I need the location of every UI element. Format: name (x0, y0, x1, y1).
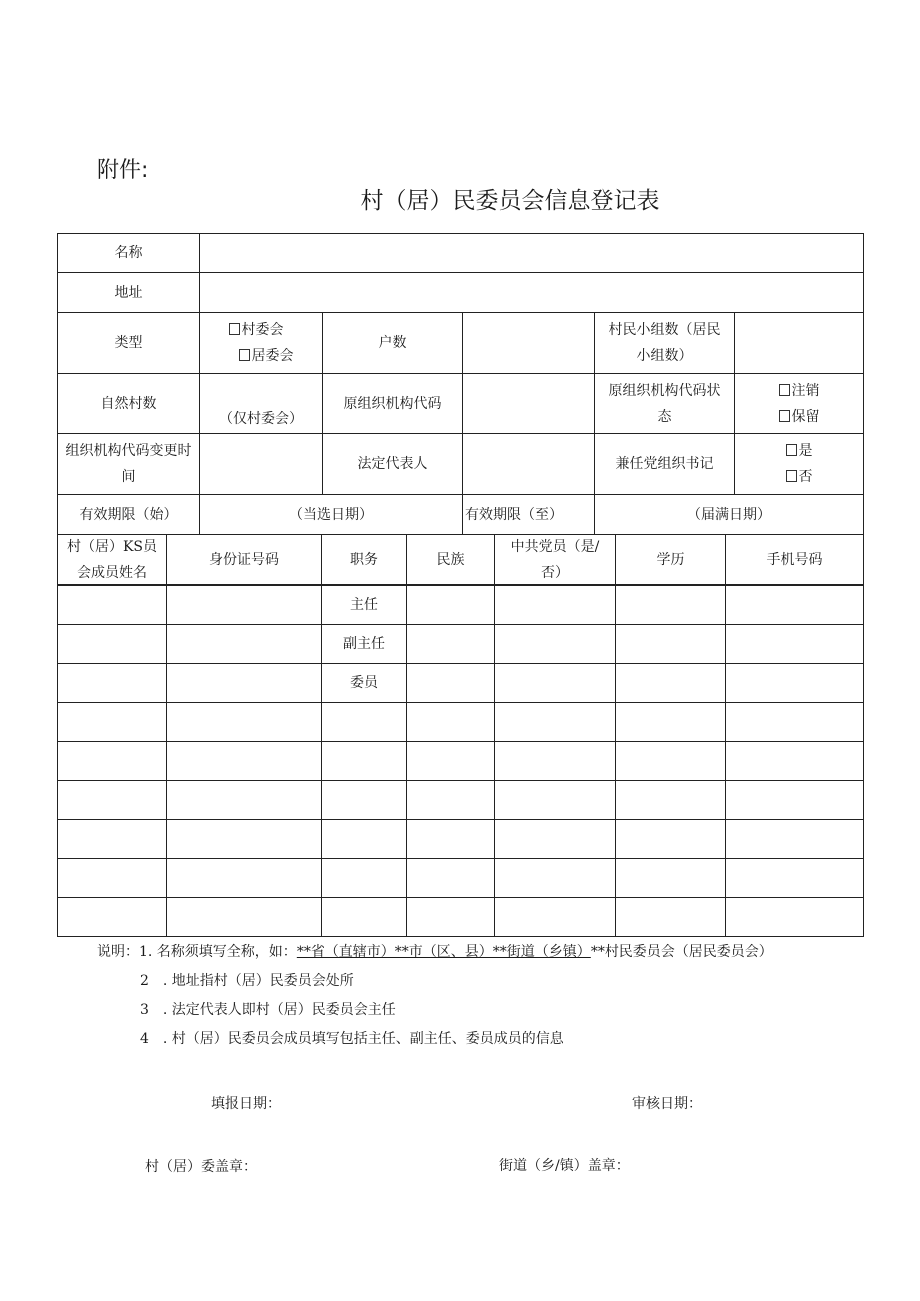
groups-label-line2: 小组数） (636, 348, 693, 364)
id-header: 身份证号码 (167, 535, 322, 584)
address-label: 地址 (58, 273, 200, 312)
party-cell[interactable] (495, 820, 616, 858)
note-1-example: **省（直辖市）**市（区、县）**街道（乡镇） (296, 944, 591, 960)
party-header-line2: 否） (541, 564, 569, 581)
position-cell[interactable] (322, 898, 407, 936)
groups-label (595, 313, 735, 373)
id-cell[interactable] (167, 781, 322, 819)
note-2: 2 . 地址指村（居）民委员会处所 (140, 973, 354, 989)
education-cell[interactable] (616, 625, 726, 663)
member-name-cell[interactable] (58, 703, 167, 741)
orig-code-status-options (735, 374, 863, 433)
ethnicity-cell[interactable] (407, 781, 495, 819)
type-row (58, 313, 863, 374)
code-change-row (58, 434, 863, 495)
phone-cell[interactable] (726, 586, 863, 624)
education-cell[interactable] (616, 703, 726, 741)
phone-cell[interactable] (726, 820, 863, 858)
address-row (58, 273, 863, 313)
member-name-header (58, 535, 167, 584)
position-cell[interactable] (322, 859, 407, 897)
phone-header: 手机号码 (766, 551, 823, 568)
member-row (58, 858, 863, 897)
members-header-row (58, 535, 863, 585)
member-name-cell[interactable] (58, 898, 167, 936)
fill-date-label: 填报日期： (211, 1096, 281, 1112)
ethnicity-cell[interactable] (407, 859, 495, 897)
valid-to-value: （届满日期） (687, 506, 771, 523)
note-4: 4 . 村（居）民委员会成员填写包括主任、副主任、委员成员的信息 (140, 1031, 564, 1047)
education-cell[interactable] (616, 898, 726, 936)
orig-code-label: 原组织机构代码 (323, 374, 463, 433)
phone-cell[interactable] (726, 703, 863, 741)
phone-cell[interactable] (726, 781, 863, 819)
member-rows (58, 585, 863, 936)
code-change-line2: 间 (121, 469, 136, 485)
id-cell[interactable] (167, 820, 322, 858)
street-seal-label: 街道（乡/镇）盖章： (499, 1158, 630, 1174)
member-row (58, 819, 863, 858)
phone-cell[interactable] (726, 625, 863, 663)
households-field[interactable] (463, 313, 595, 373)
name-row (58, 234, 863, 273)
member-name-header-line2: 会成员姓名 (77, 564, 147, 581)
note-1 (97, 938, 773, 967)
checkbox-icon[interactable] (786, 470, 797, 482)
natural-villages-field[interactable] (200, 374, 323, 433)
education-cell[interactable] (616, 664, 726, 702)
member-name-cell[interactable] (58, 781, 167, 819)
member-row (58, 702, 863, 741)
status-option-retain[interactable]: 保留 (779, 404, 820, 430)
member-row (58, 663, 863, 702)
ethnicity-header: 民族 (407, 535, 495, 584)
checkbox-icon[interactable] (779, 384, 790, 396)
valid-from-label: 有效期限（始） (58, 495, 200, 534)
valid-to-field[interactable] (595, 495, 863, 534)
natural-villages-row (58, 374, 863, 434)
name-label: 名称 (58, 234, 200, 272)
id-cell[interactable] (167, 586, 322, 624)
party-header (495, 535, 616, 584)
party-cell[interactable] (495, 625, 616, 663)
valid-to-label: 有效期限（至） (463, 495, 595, 534)
orig-code-field[interactable] (463, 374, 595, 433)
party-cell[interactable] (495, 742, 616, 780)
code-change-line1: 组织机构代码变更时 (65, 443, 192, 459)
option-no[interactable]: 否 (786, 464, 813, 490)
id-cell[interactable] (167, 742, 322, 780)
code-change-label (58, 434, 200, 494)
type-label: 类型 (58, 313, 200, 373)
ethnicity-cell[interactable] (407, 703, 495, 741)
position-header: 职务 (322, 535, 407, 584)
party-cell[interactable] (495, 703, 616, 741)
education-cell[interactable] (616, 586, 726, 624)
id-cell[interactable] (167, 859, 322, 897)
party-cell[interactable] (495, 781, 616, 819)
party-cell[interactable] (495, 898, 616, 936)
party-secretary-label: 兼任党组织书记 (595, 434, 735, 494)
member-row (58, 624, 863, 663)
party-header-line1: 中共党员（是/ (510, 538, 600, 555)
member-row (58, 780, 863, 819)
checkbox-icon[interactable] (779, 410, 790, 422)
orig-code-status-line1: 原组织机构代码状 (608, 382, 721, 399)
attachment-label: 附件: (97, 158, 149, 183)
notes (97, 938, 773, 1054)
member-name-cell[interactable] (58, 859, 167, 897)
review-date-label: 审核日期： (632, 1096, 702, 1112)
ethnicity-cell[interactable] (407, 586, 495, 624)
position-cell[interactable] (322, 742, 407, 780)
party-cell[interactable] (495, 664, 616, 702)
phone-cell[interactable] (726, 859, 863, 897)
note-3: 3 . 法定代表人即村（居）民委员会主任 (140, 1002, 396, 1018)
position-cell[interactable] (322, 781, 407, 819)
orig-code-status-line2: 态 (657, 408, 672, 425)
member-name-cell[interactable] (58, 820, 167, 858)
note-1-prefix: 说明：1. 名称须填写全称，如： (97, 944, 297, 960)
education-header: 学历 (616, 535, 726, 584)
committee-seal-label: 村（居）委盖章： (145, 1159, 257, 1175)
member-name-cell[interactable] (58, 742, 167, 780)
member-name-cell[interactable] (58, 625, 167, 663)
type-options (200, 313, 323, 373)
natural-villages-note: （仅村委会） (219, 411, 303, 427)
member-name-cell[interactable] (58, 586, 167, 624)
member-name-cell[interactable] (58, 664, 167, 702)
legal-rep-label: 法定代表人 (323, 434, 463, 494)
checkbox-icon[interactable] (229, 323, 240, 335)
member-row (58, 741, 863, 780)
orig-code-status-label (595, 374, 735, 433)
type-option-resident[interactable]: 居委会 (239, 343, 294, 369)
form-title: 村（居）民委员会信息登记表 (360, 188, 660, 214)
position-cell: 主任 (322, 586, 407, 624)
position-cell: 副主任 (322, 625, 407, 663)
position-cell: 委员 (322, 664, 407, 702)
households-label: 户数 (323, 313, 463, 373)
education-cell[interactable] (616, 781, 726, 819)
groups-label-line1: 村民小组数（居民 (608, 322, 721, 338)
status-option-cancel[interactable]: 注销 (779, 378, 820, 404)
id-cell[interactable] (167, 898, 322, 936)
phone-cell[interactable] (726, 742, 863, 780)
ethnicity-cell[interactable] (407, 742, 495, 780)
ethnicity-cell[interactable] (407, 898, 495, 936)
legal-rep-field[interactable] (463, 434, 595, 494)
party-secretary-options (735, 434, 863, 494)
position-cell[interactable] (322, 703, 407, 741)
ethnicity-cell[interactable] (407, 664, 495, 702)
registration-form (57, 233, 864, 937)
code-change-field[interactable] (200, 434, 323, 494)
phone-cell[interactable] (726, 898, 863, 936)
checkbox-icon[interactable] (786, 444, 797, 456)
education-cell[interactable] (616, 820, 726, 858)
validity-row (58, 495, 863, 535)
name-field[interactable] (200, 234, 863, 272)
member-row (58, 897, 863, 936)
member-row (58, 585, 863, 624)
position-cell[interactable] (322, 820, 407, 858)
ethnicity-cell[interactable] (407, 625, 495, 663)
note-1-example-rest: **村民委员会（居民委员会） (590, 944, 773, 960)
natural-villages-label: 自然村数 (58, 374, 200, 433)
id-cell[interactable] (167, 703, 322, 741)
valid-from-value: （当选日期） (289, 506, 373, 523)
valid-from-field[interactable] (200, 495, 463, 534)
id-cell[interactable] (167, 664, 322, 702)
education-cell[interactable] (616, 859, 726, 897)
education-cell[interactable] (616, 742, 726, 780)
type-option-village[interactable]: 村委会 (229, 317, 284, 343)
member-name-header-line1: 村（居）KS员 (66, 538, 158, 555)
checkbox-icon[interactable] (239, 349, 250, 361)
id-cell[interactable] (167, 625, 322, 663)
groups-field[interactable] (735, 313, 863, 373)
ethnicity-cell[interactable] (407, 820, 495, 858)
phone-cell[interactable] (726, 664, 863, 702)
party-cell[interactable] (495, 859, 616, 897)
option-yes[interactable]: 是 (786, 438, 813, 464)
address-field[interactable] (200, 273, 863, 312)
party-cell[interactable] (495, 586, 616, 624)
